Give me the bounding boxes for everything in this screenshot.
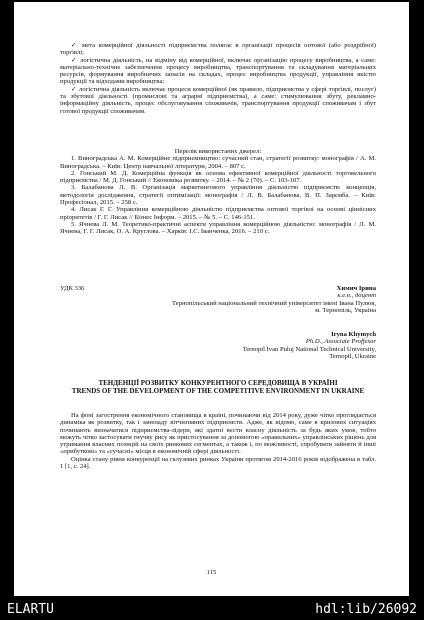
references-section [60, 148, 376, 236]
reference-item: 5. Ячнева Л. М. Теоретико-практичні аспекти управління комерційною діяльністю: монографія / Л. М. Ячнева, Г. Г. Лисак, О. А. Круглова. – Харків: І.С. Іванченка, 2016. – 210 с. [60, 220, 376, 236]
author-en-affiliation: Ternopil Ivan Puluj National Technical University, [242, 345, 376, 353]
author-ua-degree: к.е.н., доцент [337, 292, 376, 300]
page-number: 115 [206, 569, 217, 576]
author-en-block [60, 331, 376, 360]
body-paragraph: Оцінка стану рівня конкуренції на галузевих ринках України протягом 2014-2016 років відображена в табл. 1 [1, с. 24]. [60, 455, 376, 471]
author-en-name: Iryna Khymych [331, 331, 376, 338]
author-ua-city: м. Тернопіль, Україна [314, 306, 376, 314]
footer-left-label: ELARTU [7, 602, 54, 617]
document-page [14, 2, 409, 596]
footer-right-label: hdl:lib/26092 [315, 602, 417, 617]
author-ua-name: Химич Ірина [336, 285, 376, 292]
reference-item: 2. Гонський М. Д. Комерційна функція як основа ефективної комерційної діяльності торговельного підприємства / М. Д. Гонський // Економіка розвитку. – 2014. – № 2 (70). – С. 103-107. [60, 169, 376, 185]
bullet-list [60, 42, 376, 115]
author-ua-affiliation: Тернопільський національний технічний університет імені Івана Пулюя, [171, 299, 376, 307]
article-body [60, 412, 376, 470]
references-title: Перелік використаних джерел: [174, 148, 262, 155]
footer-bar [0, 598, 424, 620]
body-paragraph: На фоні загострення економічного становища в країні, починаючи від 2014 року, дуже чітко проглядається динаміка як розвитку, так і занепаду вітчизняних підприємств. Адже, як відомо, саме в кризових ситуаціях починають визначатися підприємства-лідери, які здатні вести власну діяльність за будь яких умов, тобто можуть чітко застосувати гнучку рису як пристосування за допомогою «правильних» управлінських рішень для утримання власних позицій на своїх ринкових сегментах, а також і, по можливості, спробувати зайняти й інші «прибуткові» та «сучасні» місця в економічній сфері діяльності. [60, 412, 376, 456]
bullet-item: ✓ логістична діяльність, на відміну від комерційної, включає організацію процесу виробництва, а саме: матеріально-технічне забезпечення процесу виробництва, транспортування та складування матеріальних ресурсів, формування виробничих запасів на складах, процес виробництва продукції, управління якістю продукції та відходами виробництва; [60, 56, 376, 86]
author-ua-block [60, 285, 376, 314]
author-en-degree: Ph.D., Associate Proffesor [305, 338, 376, 346]
reference-item: 3. Балабанова Л. В. Організація маркетингового управління діяльністю підприємств: концепція, методологія дослідження, стратегії оптимізації: монографія / Л. В. Балабанова, В. П. Зарємба. – Київ: Професіонал, 2015. – 258 с. [60, 184, 376, 207]
udc-code: УДК 336 [60, 285, 85, 292]
title-ua: ТЕНДЕНЦІЇ РОЗВИТКУ КОНКУРЕНТНОГО СЕРЕДОВИЩА В УКРАЇНІ [98, 379, 338, 387]
bullet-item: ✓ мета комерційної діяльності підприємства полягає в організації процесів оптової (або роздрібної) торгівлі; [60, 42, 376, 57]
reference-item: 1. Виноградська А. М. Комерційне підприємництво: сучасний стан, стратегії розвитку: монографія / А. М. Виноградська. – Київ: Центр навчальної літератури, 2004. – 807 с. [60, 155, 376, 170]
article-title [60, 380, 376, 396]
reference-item: 4. Лисак Г. Г. Управління комерційною діяльністю підприємства оптової торгівлі на основі ціннісних пріоритетів / Г. Г. Лисак // Бізнес Інформ. – 2015. – № 5. – С. 146-151. [60, 206, 376, 221]
author-en-city: Ternopil, Ukraine [329, 352, 376, 360]
title-en: TRENDS OF THE DEVELOPMENT OF THE COMPETITIVE ENVIRONMENT IN UKRAINE [71, 386, 365, 395]
bullet-item: ✓ логістична діяльність включає процеси комерційної (як правило, підприємства у сфері торгівлі, послуг) та збутової діяльності (промислові та аграрні підприємства), а саме: стимулювання збуту, рекламно-інформаційну діяльність, процес обслуговування споживачів, транспортування продукції споживачам і збут готової продукції споживачам. [60, 85, 376, 115]
